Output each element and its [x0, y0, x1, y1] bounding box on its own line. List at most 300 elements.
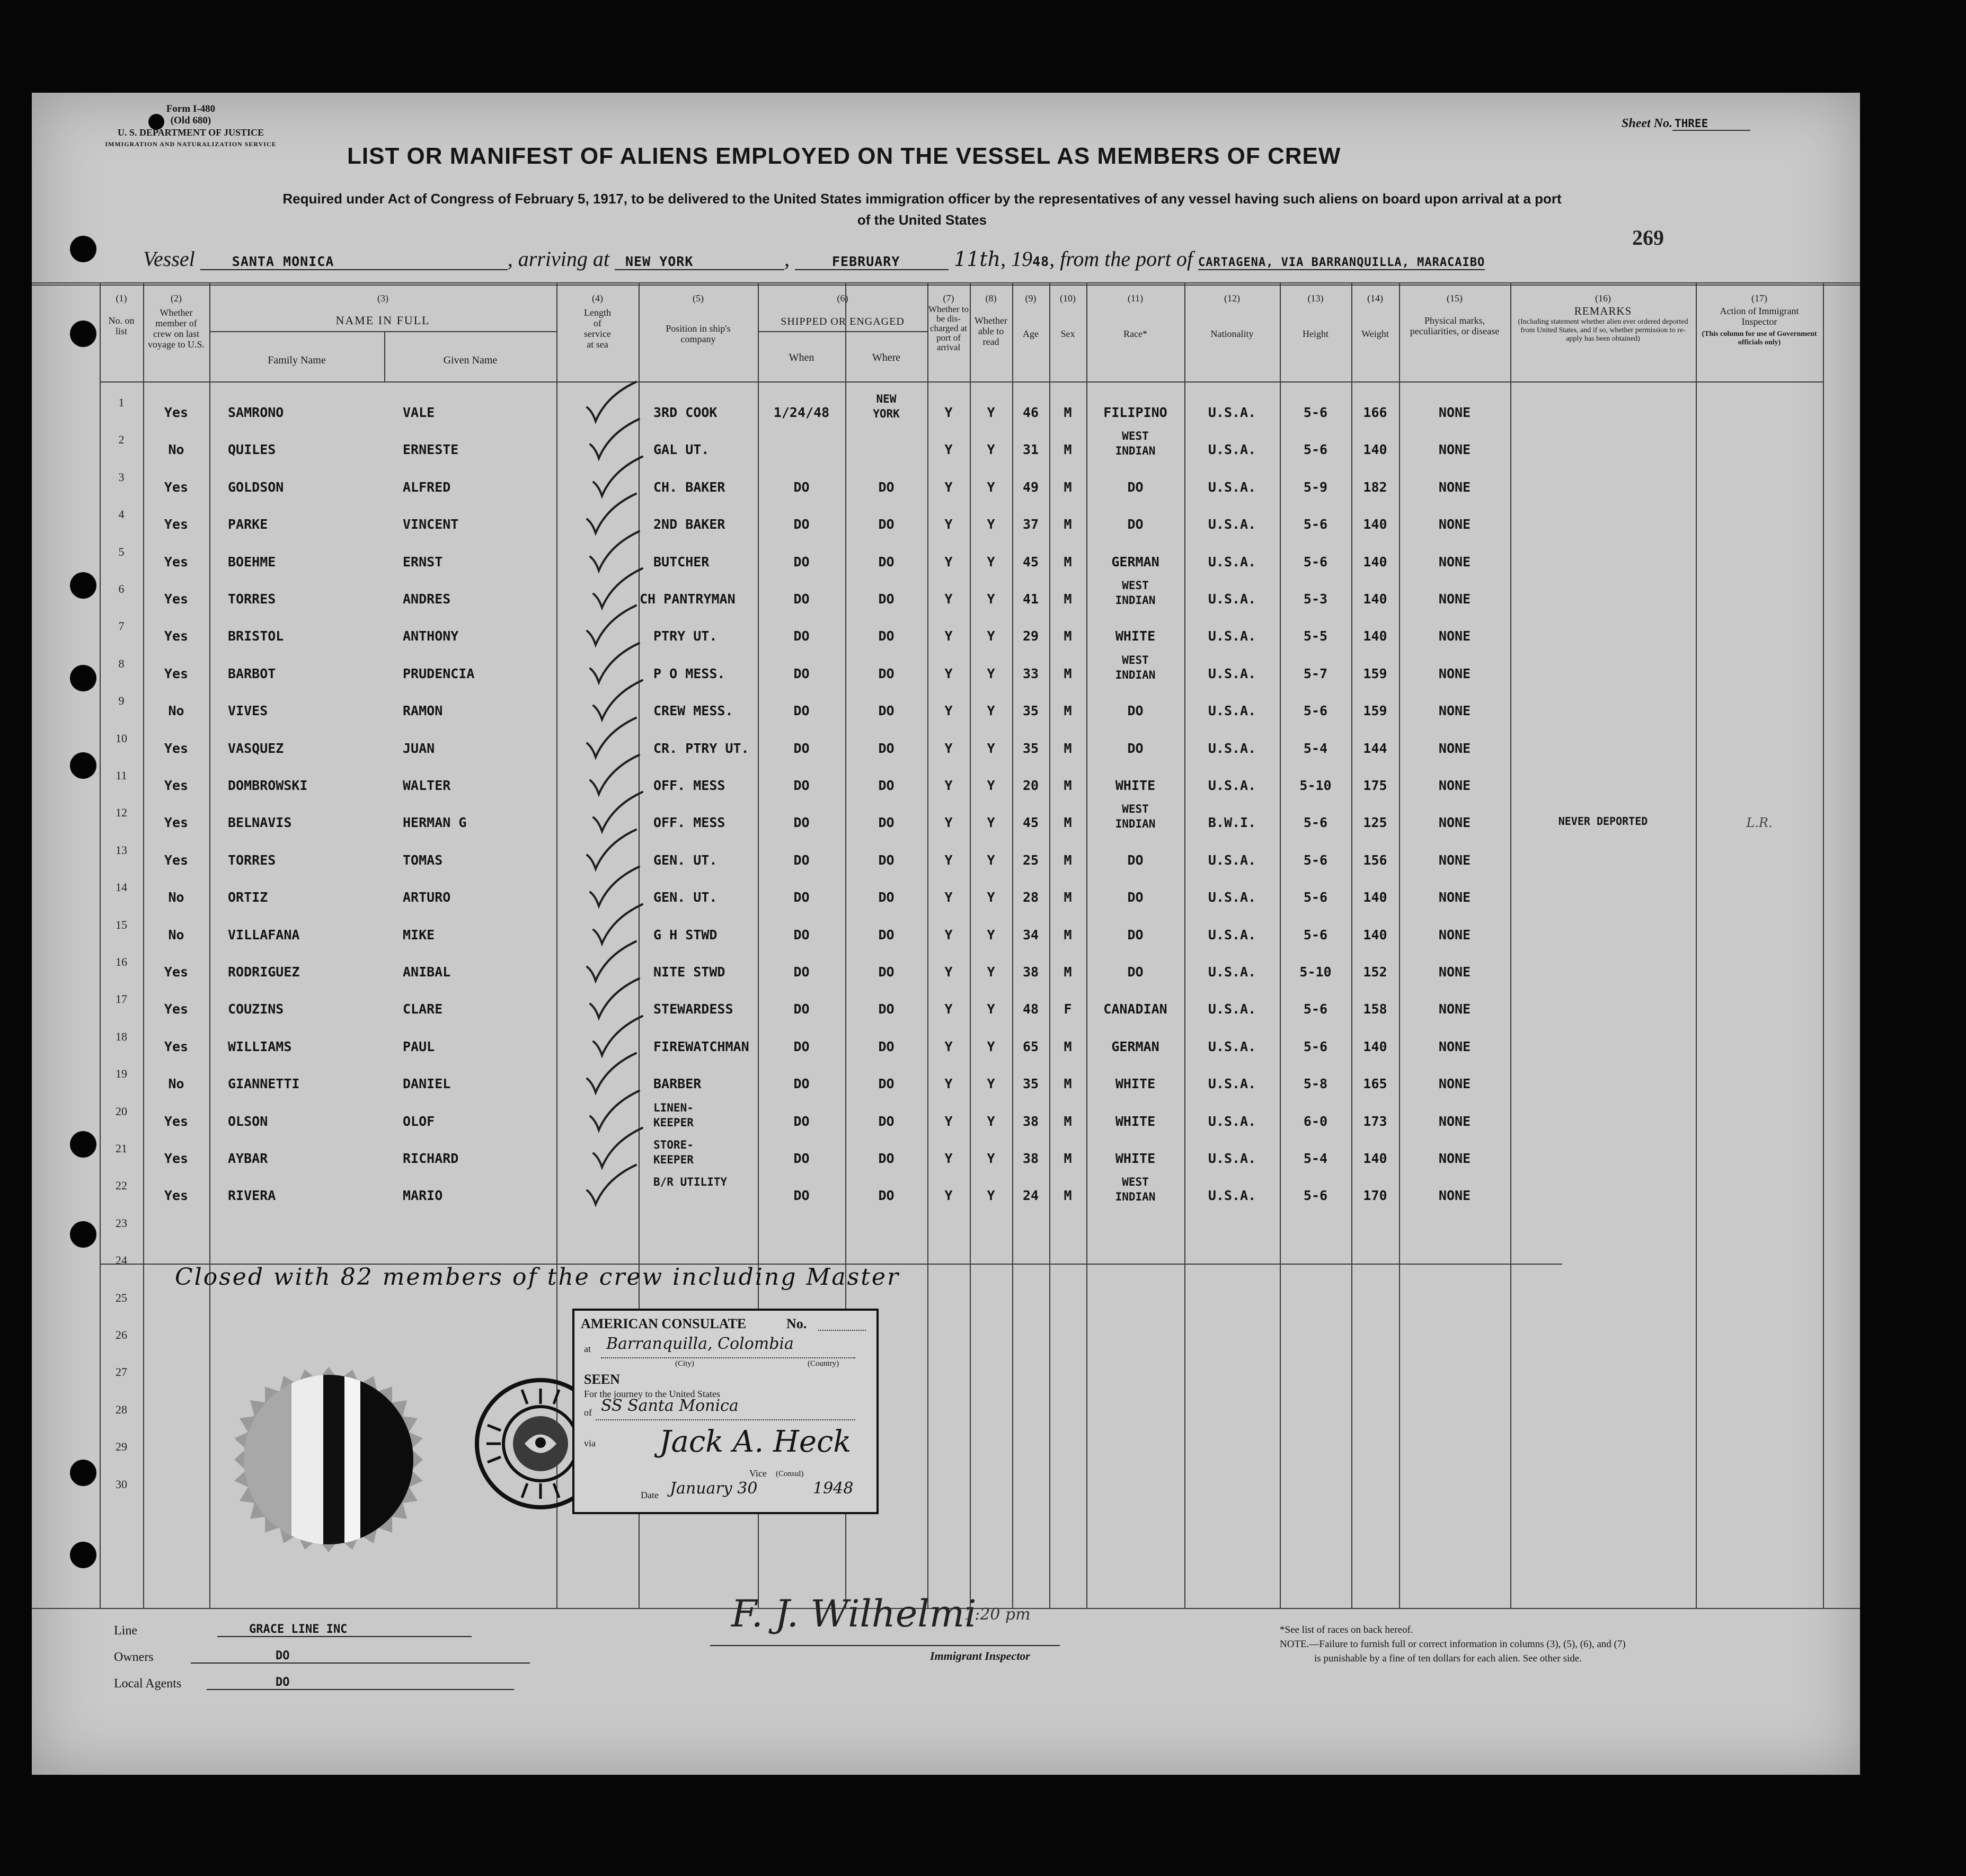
cell-race: DO: [1127, 890, 1144, 905]
cell-when: DO: [793, 665, 810, 681]
cell-weight: 170: [1363, 1188, 1387, 1204]
row-number: 13: [116, 843, 127, 857]
cell-family: VASQUEZ: [228, 740, 284, 756]
country-label: (Country): [808, 1359, 839, 1368]
cell-read: Y: [987, 665, 995, 681]
cell-weight: 140: [1363, 442, 1387, 458]
consulate-title: AMERICAN CONSULATE: [581, 1316, 747, 1331]
cell-sex: M: [1064, 517, 1072, 532]
cell-weight: 158: [1363, 1001, 1387, 1017]
cell-age: 33: [1022, 665, 1039, 681]
cell-family: ORTIZ: [228, 890, 268, 905]
cell-when: DO: [793, 927, 810, 943]
column-rule: [1823, 282, 1824, 1608]
cell-position: GAL UT.: [653, 442, 710, 458]
row-number: 7: [118, 619, 125, 633]
city-label: (City): [675, 1359, 694, 1368]
cell-when: DO: [793, 852, 810, 868]
cell-age: 34: [1022, 927, 1039, 943]
cell-height: 5-6: [1303, 852, 1328, 868]
cell-disch: Y: [944, 1038, 953, 1054]
cell-phys: NONE: [1438, 1038, 1471, 1054]
cell-sex: M: [1064, 778, 1072, 793]
cell-disch: Y: [944, 554, 953, 570]
cell-where: DO: [878, 479, 895, 495]
consulate-date: January 30: [670, 1479, 758, 1498]
cell-given: ANDRES: [403, 591, 451, 607]
cell-height: 6-0: [1303, 1113, 1328, 1129]
cell-height: 5-6: [1303, 815, 1328, 831]
cell-when: DO: [793, 1151, 810, 1166]
cell-age: 41: [1022, 591, 1039, 607]
cell-given: MARIO: [403, 1188, 443, 1204]
header-action-sub: (This column for use of Government officials only): [1702, 330, 1817, 346]
cell-sex: M: [1064, 1188, 1072, 1204]
at-label: at: [584, 1344, 591, 1354]
cell-sex: M: [1064, 890, 1072, 905]
row-number: 14: [116, 881, 127, 894]
cell-nat: U.S.A.: [1208, 1151, 1256, 1166]
cell-age: 38: [1022, 964, 1039, 980]
cell-where: DO: [878, 1076, 895, 1092]
cell-height: 5-6: [1303, 554, 1328, 570]
header-shipped-or-engaged: SHIPPED OR ENGAGED: [781, 316, 905, 327]
inspector-label: Immigrant Inspector: [930, 1649, 1030, 1662]
consul-signature: Jack A. Heck: [659, 1425, 852, 1459]
cell-disch: Y: [944, 703, 953, 719]
cell-when: DO: [793, 964, 810, 980]
cell-nat: U.S.A.: [1208, 554, 1256, 570]
cell-nat: U.S.A.: [1208, 1188, 1256, 1204]
subtitle-line-1: Required under Act of Congress of February 5, 1917, to be delivered to the United States immigration officer by the representatives of any vessel having such aliens on board upon arrival at a port: [282, 191, 1562, 207]
footnote-penalty-2: is punishable by a fine of ten dollars for each alien. See other side.: [1314, 1653, 1582, 1664]
cell-phys: NONE: [1438, 1113, 1471, 1129]
cell-member: Yes: [164, 665, 189, 681]
cell-phys: NONE: [1438, 628, 1471, 644]
row-number: 22: [116, 1179, 127, 1193]
row-number: 27: [116, 1365, 127, 1379]
cell-disch: Y: [944, 479, 953, 495]
cell-height: 5-6: [1303, 1001, 1328, 1017]
column-number: (3): [377, 293, 388, 304]
cell-disch: Y: [944, 890, 953, 905]
cell-age: 35: [1022, 703, 1039, 719]
footnote-races: *See list of races on back hereof.: [1280, 1624, 1413, 1635]
cell-family: BRISTOL: [228, 628, 284, 644]
cell-position: CREW MESS.: [653, 703, 733, 719]
cell-race: DO: [1127, 740, 1144, 756]
cell-race: DO: [1127, 517, 1144, 532]
row-number: 24: [116, 1253, 127, 1267]
cell-position: STEWARDESS: [653, 1001, 733, 1017]
cell-member: Yes: [164, 628, 189, 644]
cell-remarks: NEVER DEPORTED: [1558, 815, 1648, 828]
cell-family: RIVERA: [228, 1188, 276, 1204]
cell-race: WEST INDIAN: [1115, 579, 1156, 607]
row-number: 10: [116, 731, 127, 745]
cell-height: 5-6: [1303, 927, 1328, 943]
cell-family: TORRES: [228, 852, 276, 868]
row-number: 21: [116, 1142, 127, 1155]
form-old-number: (Old 680): [170, 115, 211, 126]
cell-height: 5-6: [1303, 1038, 1328, 1054]
subtitle-line-2: of the United States: [857, 212, 987, 228]
row-number: 1: [118, 396, 125, 409]
cell-sex: M: [1064, 554, 1072, 570]
row-number: 2: [118, 433, 125, 447]
cell-member: No: [168, 890, 184, 905]
row-number: 17: [116, 992, 127, 1006]
cell-race: DO: [1127, 703, 1144, 719]
row-number: 4: [118, 508, 125, 521]
cell-when: DO: [793, 778, 810, 793]
cell-where: DO: [878, 815, 895, 831]
cell-position: CH PANTRYMAN: [640, 591, 736, 607]
cell-member: Yes: [164, 1151, 189, 1166]
cell-height: 5-6: [1303, 442, 1328, 458]
cell-phys: NONE: [1438, 1076, 1471, 1092]
cell-when: DO: [793, 517, 810, 532]
cell-weight: 165: [1363, 1076, 1387, 1092]
cell-when: DO: [793, 703, 810, 719]
service: IMMIGRATION AND NATURALIZATION SERVICE: [105, 140, 277, 148]
cell-sex: M: [1064, 405, 1072, 420]
cell-position: G H STWD: [653, 927, 718, 943]
cell-phys: NONE: [1438, 517, 1471, 532]
cell-family: AYBAR: [228, 1151, 268, 1166]
header-weight: Weight: [1361, 328, 1389, 339]
cell-nat: U.S.A.: [1208, 852, 1256, 868]
cell-where: NEW YORK: [873, 393, 900, 420]
header-family-name: Family Name: [268, 354, 326, 366]
cell-age: 45: [1022, 554, 1039, 570]
cell-read: Y: [987, 517, 995, 532]
cell-disch: Y: [944, 852, 953, 868]
cell-race: CANADIAN: [1103, 1001, 1167, 1017]
cell-phys: NONE: [1438, 479, 1471, 495]
arrival-month: FEBRUARY: [795, 254, 949, 270]
table-top-rule: [32, 284, 1860, 286]
header-no-on-list: No. on list: [108, 315, 135, 336]
cell-when: DO: [793, 1076, 810, 1092]
cell-where: DO: [878, 665, 895, 681]
cell-family: TORRES: [228, 591, 276, 607]
cell-given: PRUDENCIA: [403, 665, 475, 681]
cell-race: WHITE: [1115, 1076, 1156, 1092]
cell-read: Y: [987, 1113, 995, 1129]
form-number: Form I-480: [166, 103, 216, 114]
column-number: (6): [837, 293, 848, 304]
cell-read: Y: [987, 405, 995, 420]
cell-height: 5-6: [1303, 890, 1328, 905]
cell-disch: Y: [944, 1076, 953, 1092]
cell-phys: NONE: [1438, 405, 1471, 420]
consulate-ship: SS Santa Monica: [601, 1397, 739, 1415]
header-remarks: REMARKS: [1574, 305, 1632, 317]
cell-read: Y: [987, 591, 995, 607]
cell-given: ANIBAL: [403, 964, 451, 980]
consulate-city: Barranquilla, Colombia: [606, 1335, 794, 1353]
cell-family: COUZINS: [228, 1001, 284, 1017]
cell-read: Y: [987, 628, 995, 644]
cell-disch: Y: [944, 1001, 953, 1017]
row-number: 19: [116, 1067, 127, 1081]
header-age: Age: [1023, 328, 1039, 339]
header-whether-member: Whether member of crew on last voyage to U.S.: [148, 307, 205, 350]
page-title: LIST OR MANIFEST OF ALIENS EMPLOYED ON THE VESSEL AS MEMBERS OF CREW: [347, 143, 1341, 169]
cell-when: DO: [793, 591, 810, 607]
cell-disch: Y: [944, 1151, 953, 1166]
of-label: of: [584, 1407, 592, 1418]
cell-read: Y: [987, 1151, 995, 1166]
owners-value: DO: [191, 1649, 530, 1664]
year-prefix: , 19: [1000, 247, 1033, 271]
row-number: 28: [116, 1402, 127, 1416]
cell-position: NITE STWD: [653, 964, 725, 980]
cell-height: 5-6: [1303, 517, 1328, 532]
cell-member: No: [168, 1076, 184, 1092]
cell-read: Y: [987, 740, 995, 756]
cell-race: WEST INDIAN: [1115, 430, 1156, 458]
cell-where: DO: [878, 628, 895, 644]
cell-weight: 140: [1363, 628, 1387, 644]
cell-sex: M: [1064, 442, 1072, 458]
cell-race: DO: [1127, 479, 1144, 495]
header-when: When: [789, 352, 814, 363]
cell-sex: M: [1064, 852, 1072, 868]
cell-race: DO: [1127, 927, 1144, 943]
column-number: (12): [1224, 293, 1240, 304]
column-number: (11): [1127, 293, 1144, 304]
cell-when: DO: [793, 554, 810, 570]
header-where: Where: [872, 352, 901, 363]
cell-member: Yes: [164, 1113, 189, 1129]
cell-age: 24: [1022, 1188, 1039, 1204]
sheet-label: Sheet No.: [1622, 117, 1672, 130]
cell-sex: M: [1064, 591, 1072, 607]
cell-sex: M: [1064, 665, 1072, 681]
cell-family: BOEHME: [228, 554, 276, 570]
row-number: 3: [118, 470, 125, 484]
cell-phys: NONE: [1438, 890, 1471, 905]
cell-given: TOMAS: [403, 852, 443, 868]
cell-weight: 166: [1363, 405, 1387, 420]
arrival-day: 11th: [954, 247, 1001, 271]
vessel-label: Vessel: [143, 247, 195, 271]
closing-note: Closed with 82 members of the crew including Master: [175, 1264, 900, 1291]
consulate-no-field: [818, 1320, 866, 1331]
cell-age: 25: [1022, 852, 1039, 868]
cell-age: 35: [1022, 740, 1039, 756]
inspector-signature: F. J. Wilhelmi: [731, 1592, 977, 1635]
cell-position: OFF. MESS: [653, 815, 725, 831]
journey-label: For the journey to the United States: [584, 1389, 720, 1399]
cell-race: DO: [1127, 852, 1144, 868]
header-able-to-read: Whether able to read: [975, 315, 1007, 347]
cell-phys: NONE: [1438, 927, 1471, 943]
cell-read: Y: [987, 442, 995, 458]
manifest-sheet: [32, 93, 1860, 1775]
cell-age: 38: [1022, 1113, 1039, 1129]
cell-position: STORE- KEEPER: [653, 1139, 694, 1166]
cell-read: Y: [987, 815, 995, 831]
cell-member: Yes: [164, 1038, 189, 1054]
cell-nat: U.S.A.: [1208, 1113, 1256, 1129]
cell-phys: NONE: [1438, 1188, 1471, 1204]
cell-family: PARKE: [228, 517, 268, 532]
cell-disch: Y: [944, 405, 953, 420]
cell-disch: Y: [944, 927, 953, 943]
row-number: 11: [116, 769, 127, 782]
cell-phys: NONE: [1438, 1151, 1471, 1166]
cell-given: CLARE: [403, 1001, 443, 1017]
row-number: 29: [116, 1440, 127, 1454]
owners-label: Owners: [114, 1650, 154, 1664]
cell-sex: F: [1064, 1001, 1072, 1017]
cell-member: No: [168, 927, 184, 943]
cell-position: CR. PTRY UT.: [653, 740, 749, 756]
table-top-rule: [32, 282, 1860, 283]
cell-weight: 159: [1363, 703, 1387, 719]
cell-family: OLSON: [228, 1113, 268, 1129]
cell-family: VILLAFANA: [228, 927, 300, 943]
cell-race: WEST INDIAN: [1115, 1176, 1156, 1204]
cell-when: DO: [793, 479, 810, 495]
cell-disch: Y: [944, 665, 953, 681]
cell-weight: 152: [1363, 964, 1387, 980]
cell-phys: NONE: [1438, 852, 1471, 868]
cell-position: LINEN- KEEPER: [653, 1101, 694, 1129]
cell-race: FILIPINO: [1103, 405, 1167, 420]
cell-position: BARBER: [653, 1076, 702, 1092]
cell-height: 5-7: [1303, 665, 1328, 681]
cell-sex: M: [1064, 479, 1072, 495]
cell-given: ERNST: [403, 554, 443, 570]
cell-race: WHITE: [1115, 628, 1156, 644]
cell-sex: M: [1064, 1038, 1072, 1054]
table-header-rule: [100, 381, 1823, 383]
local-agents-value: DO: [207, 1676, 514, 1690]
row-number: 15: [116, 918, 127, 931]
cell-weight: 125: [1363, 815, 1387, 831]
cell-weight: 140: [1363, 554, 1387, 570]
row-number: 20: [116, 1104, 127, 1118]
cell-given: VINCENT: [403, 517, 459, 532]
cell-position: B/R UTILITY: [653, 1176, 728, 1189]
cell-age: 65: [1022, 1038, 1039, 1054]
cell-given: ANTHONY: [403, 628, 459, 644]
cell-sex: M: [1064, 964, 1072, 980]
cell-height: 5-10: [1299, 964, 1332, 980]
cell-disch: Y: [944, 815, 953, 831]
cell-member: Yes: [164, 591, 189, 607]
row-number: 8: [118, 656, 125, 670]
header-length-of-service: Length of service at sea: [584, 307, 611, 350]
cell-when: DO: [793, 1001, 810, 1017]
cell-weight: 173: [1363, 1113, 1387, 1129]
cell-where: DO: [878, 1113, 895, 1129]
cell-age: 20: [1022, 778, 1039, 793]
column-number: (1): [116, 293, 127, 304]
cell-weight: 140: [1363, 1151, 1387, 1166]
cell-position: BUTCHER: [653, 554, 710, 570]
cell-read: Y: [987, 1076, 995, 1092]
cell-family: RODRIGUEZ: [228, 964, 300, 980]
cell-member: Yes: [164, 964, 189, 980]
cell-phys: NONE: [1438, 591, 1471, 607]
cell-given: PAUL: [403, 1038, 435, 1054]
cell-member: Yes: [164, 778, 189, 793]
row-number: 5: [118, 545, 125, 558]
row-number: 26: [116, 1328, 127, 1341]
cell-read: Y: [987, 479, 995, 495]
cell-member: Yes: [164, 815, 189, 831]
header-action: Action of Immigrant Inspector: [1720, 306, 1799, 327]
cell-when: DO: [793, 1188, 810, 1204]
consulate-year: 1948: [813, 1479, 854, 1498]
cell-disch: Y: [944, 740, 953, 756]
cell-family: GIANNETTI: [228, 1076, 300, 1092]
cell-phys: NONE: [1438, 740, 1471, 756]
column-number: (17): [1751, 293, 1767, 304]
cell-disch: Y: [944, 964, 953, 980]
cell-age: 48: [1022, 1001, 1039, 1017]
cell-where: DO: [878, 703, 895, 719]
arrival-port: NEW YORK: [615, 254, 784, 270]
cell-when: DO: [793, 1113, 810, 1129]
cell-where: DO: [878, 964, 895, 980]
cell-height: 5-6: [1303, 405, 1328, 420]
cell-when: DO: [793, 740, 810, 756]
cell-weight: 182: [1363, 479, 1387, 495]
cell-phys: NONE: [1438, 703, 1471, 719]
cell-family: BELNAVIS: [228, 815, 292, 831]
cell-height: 5-4: [1303, 740, 1328, 756]
cell-age: 46: [1022, 405, 1039, 420]
cell-where: DO: [878, 890, 895, 905]
cell-nat: U.S.A.: [1208, 778, 1256, 793]
cell-nat: U.S.A.: [1208, 927, 1256, 943]
vice-label: Vice: [749, 1468, 767, 1479]
cell-where: DO: [878, 927, 895, 943]
cell-nat: U.S.A.: [1208, 964, 1256, 980]
vessel-line: Vessel SANTA MONICA , arriving at NEW YORK , FEBRUARY 11th, 1948, from the port of CARTAGENA, VIA BARRANQUILLA, MARACAIBO: [143, 247, 1485, 271]
local-agents-label: Local Agents: [114, 1677, 182, 1691]
cell-given: ALFRED: [403, 479, 451, 495]
cell-nat: U.S.A.: [1208, 665, 1256, 681]
column-number: (14): [1367, 293, 1383, 304]
cell-read: Y: [987, 964, 995, 980]
cell-age: 45: [1022, 815, 1039, 831]
cell-phys: NONE: [1438, 815, 1471, 831]
cell-member: No: [168, 442, 184, 458]
consul-label: (Consul): [776, 1470, 804, 1478]
header-discharged: Whether to be dis- charged at port of arrival: [928, 304, 969, 352]
from-port: CARTAGENA, VIA BARRANQUILLA, MARACAIBO: [1198, 256, 1485, 269]
column-number: (13): [1307, 293, 1324, 304]
header-position: Position in ship's company: [666, 323, 731, 344]
footnote-penalty-1: NOTE.—Failure to furnish full or correct information in columns (3), (5), (6), and (7): [1280, 1639, 1626, 1650]
cell-member: Yes: [164, 740, 189, 756]
date-label: Date: [641, 1490, 659, 1500]
cell-height: 5-8: [1303, 1076, 1328, 1092]
cell-where: DO: [878, 1038, 895, 1054]
service-check-mark: [583, 1163, 641, 1211]
cell-nat: U.S.A.: [1208, 405, 1256, 420]
line-label: Line: [114, 1624, 137, 1638]
via-label: via: [584, 1438, 596, 1448]
column-number: (8): [985, 293, 997, 304]
